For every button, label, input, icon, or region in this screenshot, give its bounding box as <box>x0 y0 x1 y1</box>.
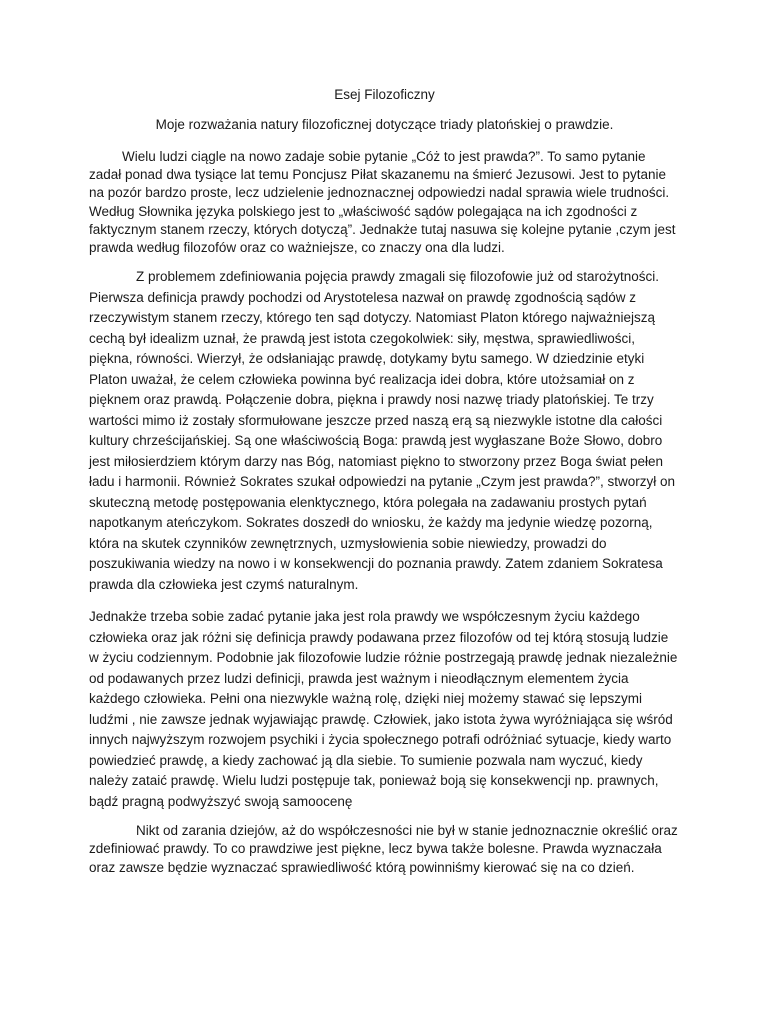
paragraph-1: Wielu ludzi ciągle na nowo zadaje sobie pytanie „Cóż to jest prawda?”. To samo pytanie zadał ponad dwa tysiące lat temu Poncjusz Piłat skazanemu na śmierć Jezusowi. Jest to pytanie na pozór bardzo proste, lecz udzielenie jednoznacznej odpowiedzi nadal sprawia wiele trudności. Według Słownika języka polskiego jest to „właściwość sądów polegająca na ich zgodności z faktycznym stanem rzeczy, których dotyczą”. Jednakże tutaj nasuwa się kolejne pytanie ,czym jest prawda według filozofów oraz co ważniejsze, co znaczy ona dla ludzi. <box>89 149 676 256</box>
paragraph-2: Z problemem zdefiniowania pojęcia prawdy zmagali się filozofowie już od starożytności. Pierwsza definicja prawdy pochodzi od Arystotelesa nazwał on prawdę zgodnością sądów z rzeczywistym stanem rzeczy, którego ten sąd dotyczy. Natomiast Platon którego najważniejszą cechą był idealizm uznał, że prawdą jest istota czegokolwiek: siły, męstwa, sprawiedliwości, piękna, równości. Wierzył, że odsłaniając prawdę, dotykamy bytu samego. W dziedzinie etyki Platon uważał, że celem człowieka powinna być realizacja idei dobra, które utożsamiał on z pięknem oraz prawdą. Połączenie dobra, piękna i prawdy nosi nazwę triady platońskiej. Te trzy wartości mimo iż zostały sformułowane jeszcze przed naszą erą są niezwykle istotne dla całości kultury chrześcijańskiej. Są one właściwością Boga: prawdą jest wygłaszane Boże Słowo, dobro jest miłosierdziem którym darzy nas Bóg, natomiast piękno to stworzony przez Boga świat pełen ładu i harmonii. Również Sokrates szukał odpowiedzi na pytanie „Czym jest prawda?”, stworzył on skuteczną metodę postępowania elenktycznego, która polegała na zadawaniu prostych pytań napotkanym ateńczykom. Sokrates doszedł do wniosku, że każdy ma jedynie wiedzę pozorną, która na skutek czynników zewnętrznych, uzmysłowienia sobie niewiedzy, prowadzi do poszukiwania wiedzy na nowo i w konsekwencji do poznania prawdy. Zatem zdaniem Sokratesa prawda dla człowieka jest czymś naturalnym. <box>89 269 676 592</box>
paragraph-3: Jednakże trzeba sobie zadać pytanie jaka jest rola prawdy we współczesnym życiu każdego człowieka oraz jak różni się definicja prawdy podawana przez filozofów od tej którą stosują ludzie w życiu codziennym. Podobnie jak filozofowie ludzie różnie postrzegają prawdę jednak niezależnie od podawanych przez ludzi definicji, prawda jest ważnym i nieodłącznym elementem życia każdego człowieka. Pełni ona niezwykle ważną rolę, dzięki niej możemy stawać się lepszymi ludźmi , nie zawsze jednak wyjawiając prawdę. Człowiek, jako istota żywa wyróżniająca się wśród innych najwyższym rozwojem psychiki i życia społecznego potrafi odróżniać sytuacje, kiedy warto powiedzieć prawdę, a kiedy zachować ją dla siebie. To sumienie pozwala nam wyczuć, kiedy należy zataić prawdę. Wielu ludzi postępuje tak, ponieważ boją się konsekwencji np. prawnych, bądź pragną podwyższyć swoją samoocenę <box>89 609 678 809</box>
paragraph-4: Nikt od zarania dziejów, aż do współczesności nie był w stanie jednoznacznie określić oraz zdefiniować prawdy. To co prawdziwe jest piękne, lecz bywa także bolesne. Prawda wyznaczała oraz zawsze będzie wyznaczać sprawiedliwość którą powinniśmy kierować się na co dzień. <box>89 823 678 875</box>
document-title: Esej Filozoficzny <box>334 87 435 102</box>
document-subtitle: Moje rozważania natury filozoficznej dotyczące triady platońskiej o prawdzie. <box>155 117 614 132</box>
